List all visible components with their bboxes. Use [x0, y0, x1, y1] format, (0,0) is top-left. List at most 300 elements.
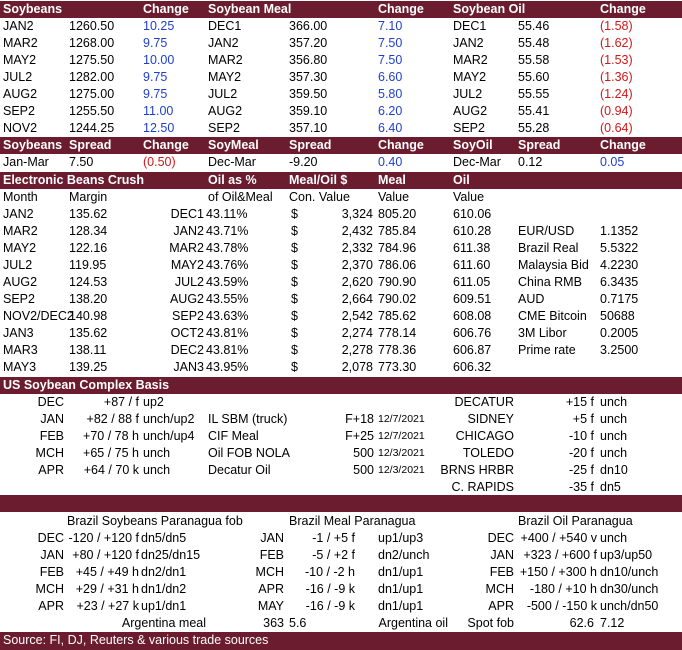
crush-contract: JAN3 [173, 360, 204, 374]
basis-value: +70 / 78 h [83, 429, 139, 443]
meal-month: MAR2 [208, 53, 243, 67]
crush-oil-value: 606.87 [453, 343, 492, 357]
crush-dollar: $ [291, 241, 298, 255]
crush-dollar: $ [291, 207, 298, 221]
meal-header: Soybean Meal [208, 2, 292, 16]
oil-change: (1.53) [600, 53, 633, 67]
crush-month: JAN3 [3, 326, 34, 340]
basis-location-value: -20 f [568, 446, 594, 460]
meal-month: MAY2 [208, 70, 242, 84]
brazil-oil-change: unch/dn50 [600, 599, 659, 613]
fx-label: CME Bitcoin [518, 309, 587, 323]
fx-value: 4.2230 [600, 258, 639, 272]
fx-label: EUR/USD [518, 224, 575, 238]
spread-oil-spread-header: Spread [518, 138, 561, 152]
meal-change: 7.50 [378, 36, 403, 50]
oil-price: 55.48 [518, 36, 550, 50]
basis-value: +64 / 70 k [83, 463, 139, 477]
fx-value: 6.3435 [600, 275, 639, 289]
brazil-oil-month: JAN [490, 548, 514, 562]
source-note: Source: FI, DJ, Reuters & various trade sources [3, 633, 269, 647]
basis-product: Oil FOB NOLA [208, 446, 290, 460]
basis-location-value: -25 f [568, 463, 594, 477]
spread-oil-header: SoyOil [453, 138, 493, 152]
meal-change: 6.60 [378, 70, 403, 84]
basis-product-date: 12/7/2021 [378, 430, 425, 442]
crush-dollar: $ [291, 343, 298, 357]
meal-price: 359.10 [289, 104, 328, 118]
crush-margin: 128.34 [69, 224, 108, 238]
crush-value1-subheader: Value [378, 190, 410, 204]
basis-month: APR [38, 463, 64, 477]
basis-location-value: -10 f [568, 429, 594, 443]
crush-oil-value: 611.38 [453, 241, 491, 255]
crush-meal-value: 790.90 [378, 275, 417, 289]
oil-price: 55.58 [518, 53, 550, 67]
crush-margin-subheader: Margin [69, 190, 108, 204]
brazil-oil-month: DEC [487, 531, 514, 545]
basis-location: C. RAPIDS [451, 480, 514, 494]
soybeans-change: 11.00 [143, 104, 174, 118]
soybeans-price: 1275.50 [69, 53, 115, 67]
brazil-beans-change: dn2/dn1 [141, 565, 187, 579]
crush-contract: SEP2 [172, 309, 204, 323]
crush-meal-value: 785.84 [378, 224, 417, 238]
soybeans-change: 9.75 [143, 87, 168, 101]
brazil-beans-month: FEB [39, 565, 64, 579]
basis-location-value: -35 f [568, 480, 594, 494]
basis-product-date: 12/7/2021 [378, 413, 425, 425]
crush-conv-value: 2,274 [341, 326, 373, 340]
spread-meal-change: 0.40 [378, 155, 403, 169]
brazil-beans-change: up1/dn1 [141, 599, 187, 613]
brazil-oil-change: up3/up50 [600, 548, 653, 562]
crush-conv-value: 2,332 [341, 241, 373, 255]
crush-conv-value: 2,432 [341, 224, 373, 238]
spread-meal-change-header: Change [378, 138, 424, 152]
soybeans-change: 9.75 [143, 70, 168, 84]
crush-oil-pct: 43.59% [206, 275, 249, 289]
oil-change: (0.64) [600, 121, 633, 135]
crush-contract: AUG2 [169, 292, 204, 306]
meal-change: 7.10 [378, 19, 403, 33]
brazil-beans-title: Brazil Soybeans Paranagua fob [67, 514, 243, 528]
brazil-meal-value: -1 / +5 f [312, 531, 355, 545]
crush-month: MAR3 [3, 343, 38, 357]
brazil-oil-value: -180 / +10 h [529, 582, 597, 596]
oil-header: Soybean Oil [453, 2, 526, 16]
brazil-oil-value: +150 / +300 h [519, 565, 597, 579]
oil-price: 55.46 [518, 19, 550, 33]
crush-oil-value: 611.05 [453, 275, 491, 289]
brazil-oil-title: Brazil Oil Paranagua [518, 514, 633, 528]
meal-change-header: Change [378, 2, 424, 16]
argentina-meal-change: 5.6 [289, 616, 307, 630]
soybeans-price: 1255.50 [69, 104, 115, 118]
crush-meal-value: 784.96 [378, 241, 417, 255]
spread-meal-spread-header: Spread [289, 138, 332, 152]
brazil-meal-month: FEB [259, 548, 284, 562]
oil-change-header: Change [600, 2, 646, 16]
crush-month: SEP2 [3, 292, 35, 306]
crush-month: JAN2 [3, 207, 34, 221]
fx-label: Brazil Real [518, 241, 579, 255]
fx-label: China RMB [518, 275, 582, 289]
meal-month: JUL2 [208, 87, 238, 101]
crush-dollar: $ [291, 309, 298, 323]
basis-header-band [0, 377, 682, 394]
crush-month: AUG2 [3, 275, 38, 289]
soybeans-header: Soybeans [3, 2, 63, 16]
crush-oil-pct: 43.63% [206, 309, 249, 323]
crush-oil-value: 611.60 [453, 258, 491, 272]
fx-value: 3.2500 [600, 343, 639, 357]
oil-change: (1.58) [600, 19, 633, 33]
basis-change: unch [143, 446, 171, 460]
brazil-oil-month: MCH [485, 582, 514, 596]
crush-oil-pct: 43.81% [206, 326, 249, 340]
basis-change: unch/up2 [143, 412, 195, 426]
spread-oil-change: 0.05 [600, 155, 625, 169]
fx-label: Malaysia Bid [518, 258, 589, 272]
basis-value: +65 / 75 h [83, 446, 139, 460]
brazil-beans-month: APR [38, 599, 64, 613]
crush-oil-pct: 43.78% [206, 241, 249, 255]
crush-contract: MAY2 [170, 258, 204, 272]
crush-header-band [0, 172, 682, 189]
soybeans-price: 1282.00 [69, 70, 115, 84]
soybeans-price: 1260.50 [69, 19, 115, 33]
basis-product: Decatur Oil [208, 463, 271, 477]
brazil-meal-value: -5 / +2 f [312, 548, 355, 562]
brazil-oil-value: +323 / +600 f [523, 548, 597, 562]
crush-oilpct-header: Oil as % [208, 173, 257, 187]
crush-conv-value: 2,664 [341, 292, 373, 306]
crush-meal-value: 790.02 [378, 292, 417, 306]
crush-meal-value: 805.20 [378, 207, 417, 221]
oil-month: MAY2 [453, 70, 487, 84]
meal-change: 6.40 [378, 121, 403, 135]
crush-oil-pct: 43.71% [206, 224, 249, 238]
oil-change: (1.62) [600, 36, 633, 50]
crush-contract: DEC2 [170, 343, 204, 357]
spread-soybeans-period: Jan-Mar [3, 155, 49, 169]
oil-month: AUG2 [453, 104, 488, 118]
basis-month: DEC [37, 395, 64, 409]
basis-product: IL SBM (truck) [208, 412, 288, 426]
basis-location: CHICAGO [455, 429, 514, 443]
crush-contract: OCT2 [170, 326, 204, 340]
basis-product-value: F+18 [345, 412, 374, 426]
brazil-meal-month: MAY [257, 599, 284, 613]
brazil-beans-change: dn25/dn15 [141, 548, 201, 562]
soybeans-month: JAN2 [3, 19, 34, 33]
spread-soybeans-change-header: Change [143, 138, 189, 152]
crush-oil-pct: 43.76% [206, 258, 249, 272]
basis-location-value: +15 f [565, 395, 594, 409]
crush-meal-value: 773.30 [378, 360, 417, 374]
basis-product-value: F+25 [345, 429, 374, 443]
fx-value: 0.2005 [600, 326, 639, 340]
basis-change: unch [143, 463, 171, 477]
spread-oil-change-header: Change [600, 138, 646, 152]
meal-month: JAN2 [208, 36, 239, 50]
basis-change: unch/up4 [143, 429, 195, 443]
brazil-meal-month: APR [258, 582, 284, 596]
spread-soybeans-value: 7.50 [69, 155, 94, 169]
soybeans-change: 12.50 [143, 121, 175, 135]
brazil-meal-title: Brazil Meal Paranagua [289, 514, 416, 528]
oil-price: 55.55 [518, 87, 550, 101]
crush-conv-value: 2,620 [341, 275, 373, 289]
fx-value: 1.1352 [600, 224, 639, 238]
meal-price: 357.10 [289, 121, 328, 135]
soybeans-month: NOV2 [3, 121, 38, 135]
crush-month: MAY2 [3, 241, 37, 255]
brazil-beans-month: DEC [37, 531, 64, 545]
crush-margin: 124.53 [69, 275, 108, 289]
oil-month: JUL2 [453, 87, 483, 101]
basis-location-change: unch [600, 446, 628, 460]
soybeans-price: 1275.00 [69, 87, 115, 101]
brazil-beans-value: +80 / +120 f [72, 548, 139, 562]
crush-mealoil-header: Meal/Oil $ [289, 173, 348, 187]
crush-conv-value: 3,324 [341, 207, 373, 221]
brazil-meal-month: JAN [260, 531, 284, 545]
meal-price: 357.30 [289, 70, 328, 84]
crush-conv-value: 2,370 [341, 258, 373, 272]
brazil-meal-value: -16 / -9 k [305, 599, 355, 613]
brazil-beans-value: +23 / +27 k [76, 599, 139, 613]
brazil-beans-change: dn1/dn2 [141, 582, 187, 596]
crush-oil-value: 608.08 [453, 309, 492, 323]
basis-location-change: dn10 [600, 463, 628, 477]
soybeans-month: MAR2 [3, 36, 38, 50]
fx-label: 3M Libor [518, 326, 567, 340]
soybeans-price: 1268.00 [69, 36, 115, 50]
meal-change: 5.80 [378, 87, 403, 101]
brazil-meal-month: MCH [255, 565, 284, 579]
soybeans-month: SEP2 [3, 104, 35, 118]
oil-change: (0.94) [600, 104, 633, 118]
basis-product-date: 12/3/2021 [378, 464, 425, 476]
brazil-oil-value: +400 / +540 v [520, 531, 597, 545]
spreads-header-band [0, 137, 682, 154]
argentina-meal-value: 363 [263, 616, 284, 630]
oil-month: JAN2 [453, 36, 484, 50]
crush-margin: 119.95 [69, 258, 107, 272]
argentina-oil-value: 62.6 [569, 616, 594, 630]
brazil-meal-change: dn1/up1 [378, 582, 424, 596]
argentina-spot-label: Spot fob [467, 616, 514, 630]
crush-meal-value: 785.62 [378, 309, 417, 323]
oil-change: (1.24) [600, 87, 633, 101]
oil-month: DEC1 [453, 19, 487, 33]
crush-dollar: $ [291, 360, 298, 374]
basis-product-value: 500 [353, 446, 374, 460]
crush-title: Electronic Beans Crush [3, 173, 145, 187]
basis-month: MCH [35, 446, 64, 460]
basis-product: CIF Meal [208, 429, 259, 443]
crush-oil-pct: 43.81% [206, 343, 249, 357]
spread-soybeans-change: (0.50) [143, 155, 176, 169]
soybeans-change: 10.00 [143, 53, 175, 67]
crush-dollar: $ [291, 258, 298, 272]
brazil-meal-value: -10 / -2 h [304, 565, 355, 579]
crush-oilmeal-subheader: of Oil&Meal [208, 190, 273, 204]
basis-product-date: 12/3/2021 [378, 447, 425, 459]
brazil-meal-change: up1/up3 [378, 531, 424, 545]
brazil-oil-change: dn30/unch [600, 582, 659, 596]
brazil-beans-value: +29 / +31 h [75, 582, 139, 596]
crush-contract: MAR2 [169, 241, 204, 255]
brazil-beans-month: JAN [40, 548, 64, 562]
crush-margin: 138.20 [69, 292, 108, 306]
basis-location-change: unch [600, 395, 628, 409]
crush-oil-header: Oil [453, 173, 470, 187]
crush-oil-pct: 43.11% [206, 207, 248, 221]
basis-value: +82 / 88 f [86, 412, 139, 426]
crush-meal-header: Meal [378, 173, 406, 187]
crush-oil-value: 610.28 [453, 224, 492, 238]
soybeans-month: JUL2 [3, 70, 33, 84]
soybeans-month: MAY2 [3, 53, 37, 67]
crush-value2-subheader: Value [453, 190, 485, 204]
brazil-meal-change: dn1/up1 [378, 565, 424, 579]
spread-soybeans-header: Soybeans [3, 138, 63, 152]
crush-margin: 135.62 [69, 207, 108, 221]
crush-oil-pct: 43.95% [206, 360, 249, 374]
crush-dollar: $ [291, 292, 298, 306]
meal-change: 6.20 [378, 104, 403, 118]
brazil-beans-value: -120 / +120 f [68, 531, 139, 545]
crush-margin: 139.25 [69, 360, 108, 374]
crush-meal-value: 778.14 [378, 326, 417, 340]
basis-change: up2 [143, 395, 164, 409]
spread-meal-value: -9.20 [289, 155, 318, 169]
soybeans-change-header: Change [143, 2, 189, 16]
crush-meal-value: 786.06 [378, 258, 417, 272]
argentina-oil-change: 7.12 [600, 616, 625, 630]
brazil-beans-value: +45 / +49 h [75, 565, 139, 579]
spread-oil-period: Dec-Mar [453, 155, 501, 169]
crush-conv-value: 2,078 [341, 360, 373, 374]
oil-change: (1.36) [600, 70, 633, 84]
basis-location: SIDNEY [467, 412, 514, 426]
footer-band [0, 632, 682, 650]
crush-oil-value: 606.76 [453, 326, 492, 340]
oil-price: 55.60 [518, 70, 550, 84]
fx-value: 5.5322 [600, 241, 639, 255]
futures-header-band [0, 1, 682, 18]
oil-price: 55.28 [518, 121, 550, 135]
meal-month: DEC1 [208, 19, 242, 33]
basis-month: FEB [39, 429, 64, 443]
crush-margin: 135.62 [69, 326, 108, 340]
brazil-oil-month: APR [488, 599, 514, 613]
fx-label: Prime rate [518, 343, 576, 357]
oil-price: 55.41 [518, 104, 550, 118]
meal-price: 366.00 [289, 19, 328, 33]
soybeans-price: 1244.25 [69, 121, 115, 135]
brazil-beans-change: dn5/dn5 [141, 531, 187, 545]
basis-month: JAN [40, 412, 64, 426]
oil-month: SEP2 [453, 121, 485, 135]
brazil-meal-change: dn2/unch [378, 548, 430, 562]
spread-oil-value: 0.12 [518, 155, 543, 169]
crush-oil-pct: 43.55% [206, 292, 249, 306]
soybeans-change: 10.25 [143, 19, 175, 33]
basis-product-value: 500 [353, 463, 374, 477]
crush-month-subheader: Month [3, 190, 38, 204]
crush-margin: 138.11 [69, 343, 107, 357]
crush-dollar: $ [291, 275, 298, 289]
basis-location-change: dn5 [600, 480, 621, 494]
crush-month: NOV2/DEC2 [3, 309, 74, 323]
brazil-oil-month: FEB [489, 565, 514, 579]
fx-value: 50688 [600, 309, 635, 323]
brazil-oil-value: -500 / -150 k [526, 599, 597, 613]
crush-margin: 122.16 [69, 241, 108, 255]
spread-meal-period: Dec-Mar [208, 155, 256, 169]
meal-price: 359.50 [289, 87, 328, 101]
crush-month: MAR2 [3, 224, 38, 238]
soybeans-month: AUG2 [3, 87, 38, 101]
crush-conv-value: 2,278 [341, 343, 373, 357]
basis-value: +87 / f [103, 395, 139, 409]
brazil-oil-change: dn10/unch [600, 565, 659, 579]
fx-label: AUD [518, 292, 545, 306]
spread-meal-header: SoyMeal [208, 138, 259, 152]
crush-conv-value: 2,542 [341, 309, 373, 323]
brazil-beans-month: MCH [35, 582, 64, 596]
crush-conv-subheader: Con. Value [289, 190, 350, 204]
brazil-meal-change: dn1/up1 [378, 599, 424, 613]
basis-location-value: +5 f [572, 412, 594, 426]
basis-location-change: unch [600, 412, 628, 426]
divider-band [0, 495, 682, 512]
crush-meal-value: 778.36 [378, 343, 417, 357]
argentina-meal-label: Argentina meal [121, 616, 206, 630]
oil-month: MAR2 [453, 53, 488, 67]
meal-month: AUG2 [208, 104, 243, 118]
basis-title: US Soybean Complex Basis [3, 378, 170, 392]
argentina-oil-label: Argentina oil [378, 616, 448, 630]
crush-contract: DEC1 [170, 207, 204, 221]
crush-oil-value: 606.32 [453, 360, 492, 374]
basis-location: BRNS HRBR [440, 463, 514, 477]
crush-oil-value: 610.06 [453, 207, 492, 221]
spread-soybeans-spread-header: Spread [69, 138, 112, 152]
crush-margin: 140.98 [69, 309, 108, 323]
basis-location: TOLEDO [462, 446, 514, 460]
meal-price: 357.20 [289, 36, 328, 50]
crush-contract: JUL2 [174, 275, 204, 289]
meal-change: 7.50 [378, 53, 403, 67]
crush-oil-value: 609.51 [453, 292, 492, 306]
crush-month: JUL2 [3, 258, 33, 272]
fx-value: 0.7175 [600, 292, 639, 306]
meal-price: 356.80 [289, 53, 328, 67]
crush-dollar: $ [291, 326, 298, 340]
crush-dollar: $ [291, 224, 298, 238]
meal-month: SEP2 [208, 121, 240, 135]
soybeans-change: 9.75 [143, 36, 168, 50]
brazil-oil-change: unch [600, 531, 628, 545]
basis-location: DECATUR [454, 395, 514, 409]
basis-location-change: unch [600, 429, 628, 443]
crush-month: MAY3 [3, 360, 37, 374]
